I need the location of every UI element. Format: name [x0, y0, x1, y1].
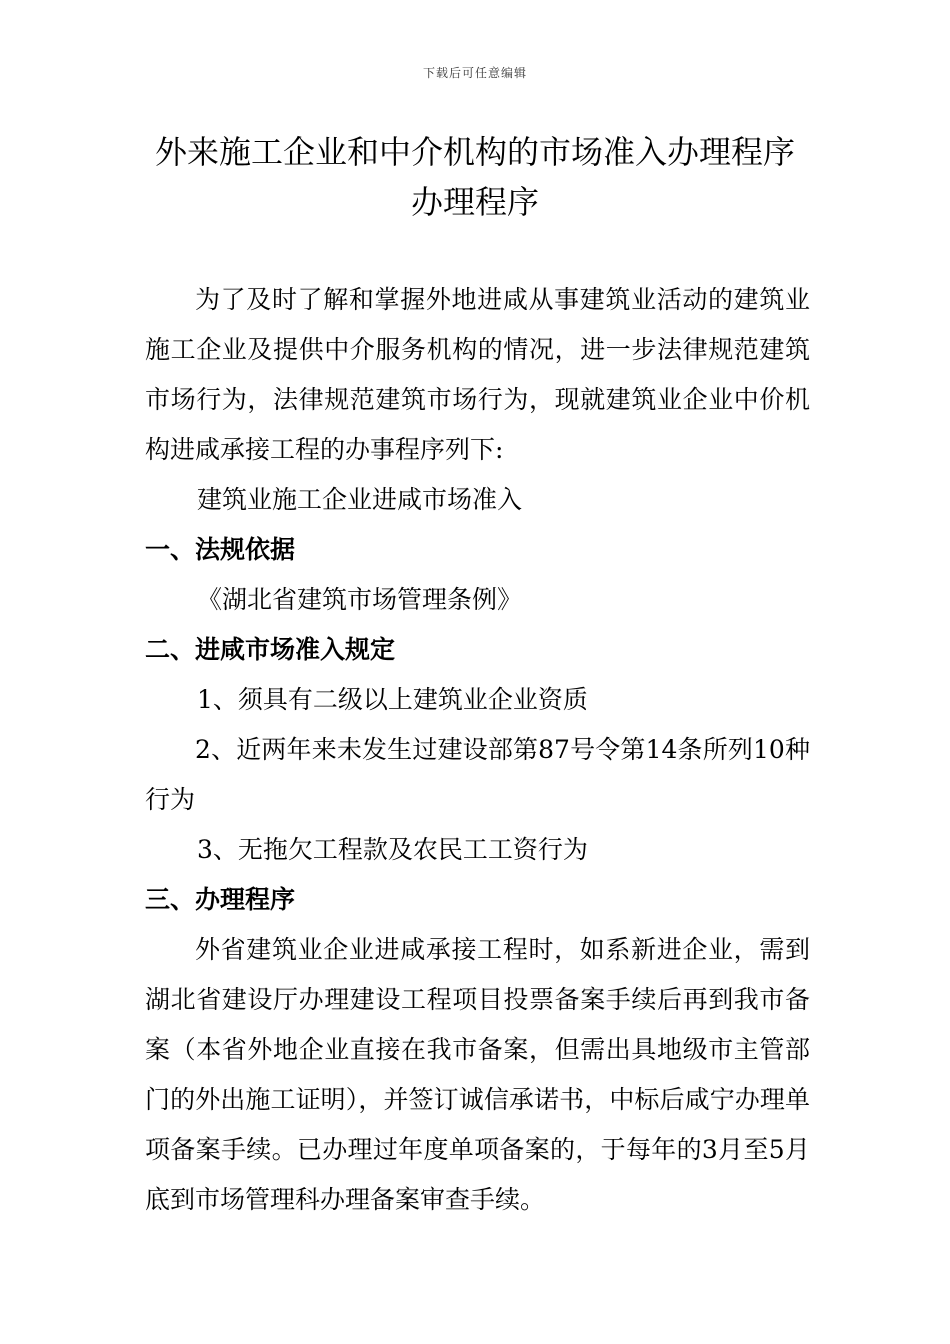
page-title-line-2: 办理程序	[410, 183, 539, 221]
header-note: 下载后可任意编辑	[422, 66, 527, 80]
section-1-heading: 一、法规依据	[145, 535, 296, 564]
section-2-item-1: 1、须具有二级以上建筑业企业资质	[197, 685, 588, 714]
section-3-heading: 三、办理程序	[145, 885, 296, 914]
document-body	[145, 275, 810, 1225]
section-2-item-2: 2、近两年来未发生过建设部第87号令第14条所列10种行为	[145, 735, 810, 814]
page-title-line-1: 外来施工企业和中介机构的市场准入办理程序	[154, 133, 795, 171]
subtitle-line: 建筑业施工企业进咸市场准入	[197, 485, 523, 514]
section-2-item-3: 3、无拖欠工程款及农民工工资行为	[197, 835, 588, 864]
section-3-paragraph: 外省建筑业企业进咸承接工程时，如系新进企业，需到湖北省建设厅办理建设工程项目投票备案手续后再到我市备案（本省外地企业直接在我市备案，但需出具地级市主管部门的外出施工证明），并签订诚信承诺书，中标后咸宁办理单项备案手续。已办理过年度单项备案的，于每年的3月至5月底到市场管理科办理备案审查手续。	[145, 935, 810, 1214]
section-1-text: 《湖北省建筑市场管理条例》	[197, 585, 523, 614]
section-2-heading: 二、进咸市场准入规定	[145, 635, 396, 664]
intro-paragraph: 为了及时了解和掌握外地进咸从事建筑业活动的建筑业施工企业及提供中介服务机构的情况，进一步法律规范建筑市场行为，法律规范建筑市场行为，现就建筑业企业中价机构进咸承接工程的办事程序列下:	[145, 285, 810, 464]
